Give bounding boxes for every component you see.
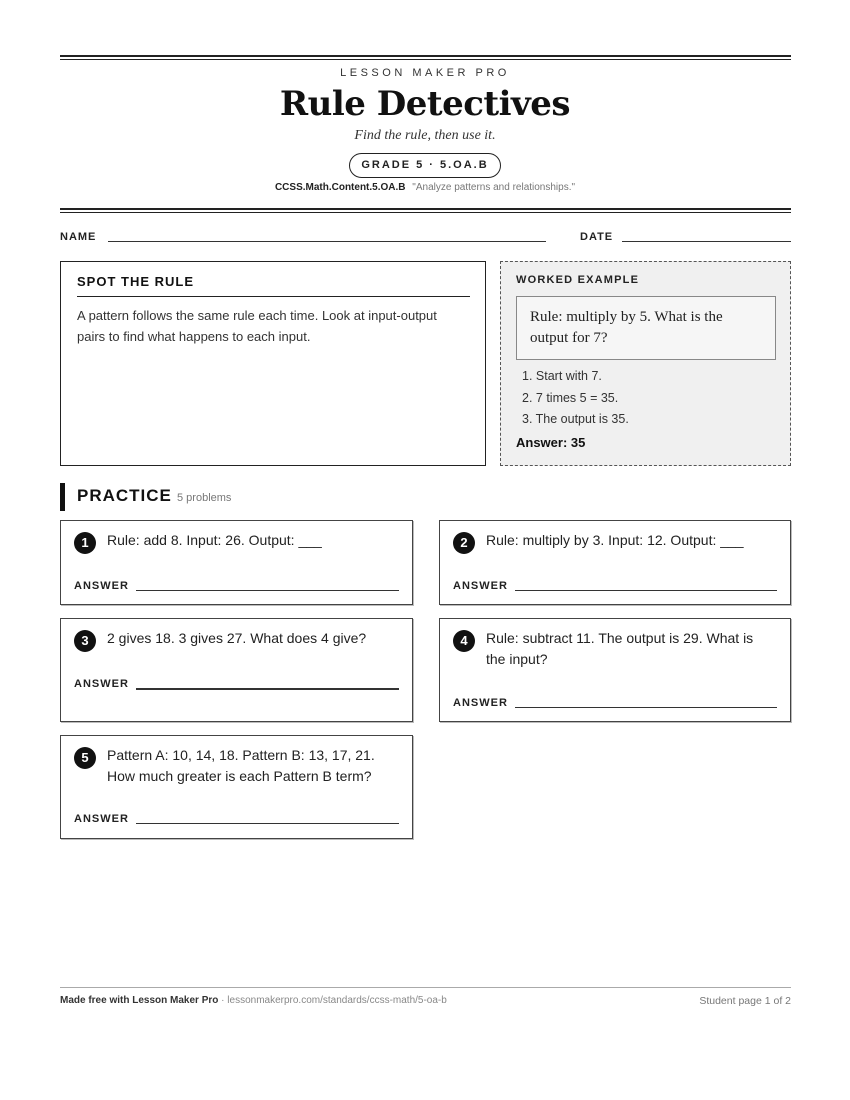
footer-url[interactable]: lessonmakerpro.com/standards/ccss-math/5-oa-b bbox=[227, 995, 447, 1006]
worked-example-steps bbox=[522, 366, 629, 431]
problem-text: Rule: subtract 11. The output is 29. What is the input? bbox=[486, 630, 754, 667]
footer-divider bbox=[60, 987, 791, 988]
practice-count: 5 problems bbox=[177, 492, 232, 504]
name-field[interactable] bbox=[108, 241, 546, 242]
footer-credit bbox=[60, 995, 447, 1006]
practice-accent-bar bbox=[60, 483, 65, 511]
problem-card-2 bbox=[439, 520, 791, 605]
date-label: DATE bbox=[580, 231, 614, 243]
standard-code: CCSS.Math.Content.5.OA.B bbox=[274, 182, 406, 193]
worked-example-question: Rule: multiply by 5. What is the output for 7? bbox=[516, 296, 776, 360]
footer-made-with: Made free with Lesson Maker Pro bbox=[60, 995, 219, 1006]
worked-example-title: WORKED EXAMPLE bbox=[516, 274, 640, 286]
problem-number: 3 bbox=[74, 630, 96, 652]
header-divider bbox=[60, 208, 791, 213]
problem-card-1 bbox=[60, 520, 413, 605]
worked-example-answer: Answer: 35 bbox=[516, 435, 586, 450]
spot-the-rule-title: SPOT THE RULE bbox=[77, 274, 470, 297]
grade-badge: GRADE 5 · 5.OA.B bbox=[349, 153, 501, 178]
name-label: NAME bbox=[60, 231, 97, 243]
problem-text: Rule: add 8. Input: 26. Output: ___ bbox=[107, 532, 322, 548]
worked-step: 1. Start with 7. bbox=[522, 369, 602, 383]
answer-field[interactable] bbox=[136, 823, 399, 824]
worked-step: 3. The output is 35. bbox=[522, 412, 629, 426]
practice-title: PRACTICE bbox=[77, 486, 172, 505]
standard-reference bbox=[0, 182, 850, 193]
problem-number: 5 bbox=[74, 747, 96, 769]
footer-separator: · bbox=[221, 995, 228, 1006]
date-field[interactable] bbox=[622, 241, 791, 242]
standard-description: "Analyze patterns and relationships." bbox=[412, 182, 576, 193]
answer-field[interactable] bbox=[136, 590, 399, 591]
problem-card-4 bbox=[439, 618, 791, 722]
answer-field[interactable] bbox=[515, 590, 777, 591]
answer-label: ANSWER bbox=[74, 580, 129, 592]
spot-the-rule-box bbox=[60, 261, 486, 466]
worked-step: 2. 7 times 5 = 35. bbox=[522, 390, 619, 405]
problem-text: 2 gives 18. 3 gives 27. What does 4 give? bbox=[107, 630, 367, 646]
problem-number: 2 bbox=[453, 532, 475, 554]
answer-label: ANSWER bbox=[74, 813, 129, 825]
problem-text: Rule: multiply by 3. Input: 12. Output: ___ bbox=[486, 532, 744, 548]
top-divider bbox=[60, 55, 791, 60]
spot-the-rule-text: A pattern follows the same rule each time. Look at input-output pairs to find what happens to each input. bbox=[77, 308, 437, 344]
brand-name: LESSON MAKER PRO bbox=[340, 67, 510, 79]
answer-label: ANSWER bbox=[453, 697, 508, 709]
page-subtitle: Find the rule, then use it. bbox=[354, 128, 496, 143]
answer-label: ANSWER bbox=[74, 678, 129, 690]
problem-card-3 bbox=[60, 618, 413, 722]
problem-number: 1 bbox=[74, 532, 96, 554]
page-title: Rule Detectives bbox=[279, 84, 571, 124]
answer-field[interactable] bbox=[515, 707, 777, 708]
footer-page-number: Student page 1 of 2 bbox=[699, 995, 791, 1007]
answer-field[interactable] bbox=[136, 688, 399, 690]
problem-text: Pattern A: 10, 14, 18. Pattern B: 13, 17, 21. How much greater is each Pattern B term? bbox=[107, 747, 375, 784]
answer-label: ANSWER bbox=[453, 580, 508, 592]
problem-number: 4 bbox=[453, 630, 475, 652]
problem-card-5 bbox=[60, 735, 413, 839]
worked-example-box bbox=[500, 261, 791, 466]
